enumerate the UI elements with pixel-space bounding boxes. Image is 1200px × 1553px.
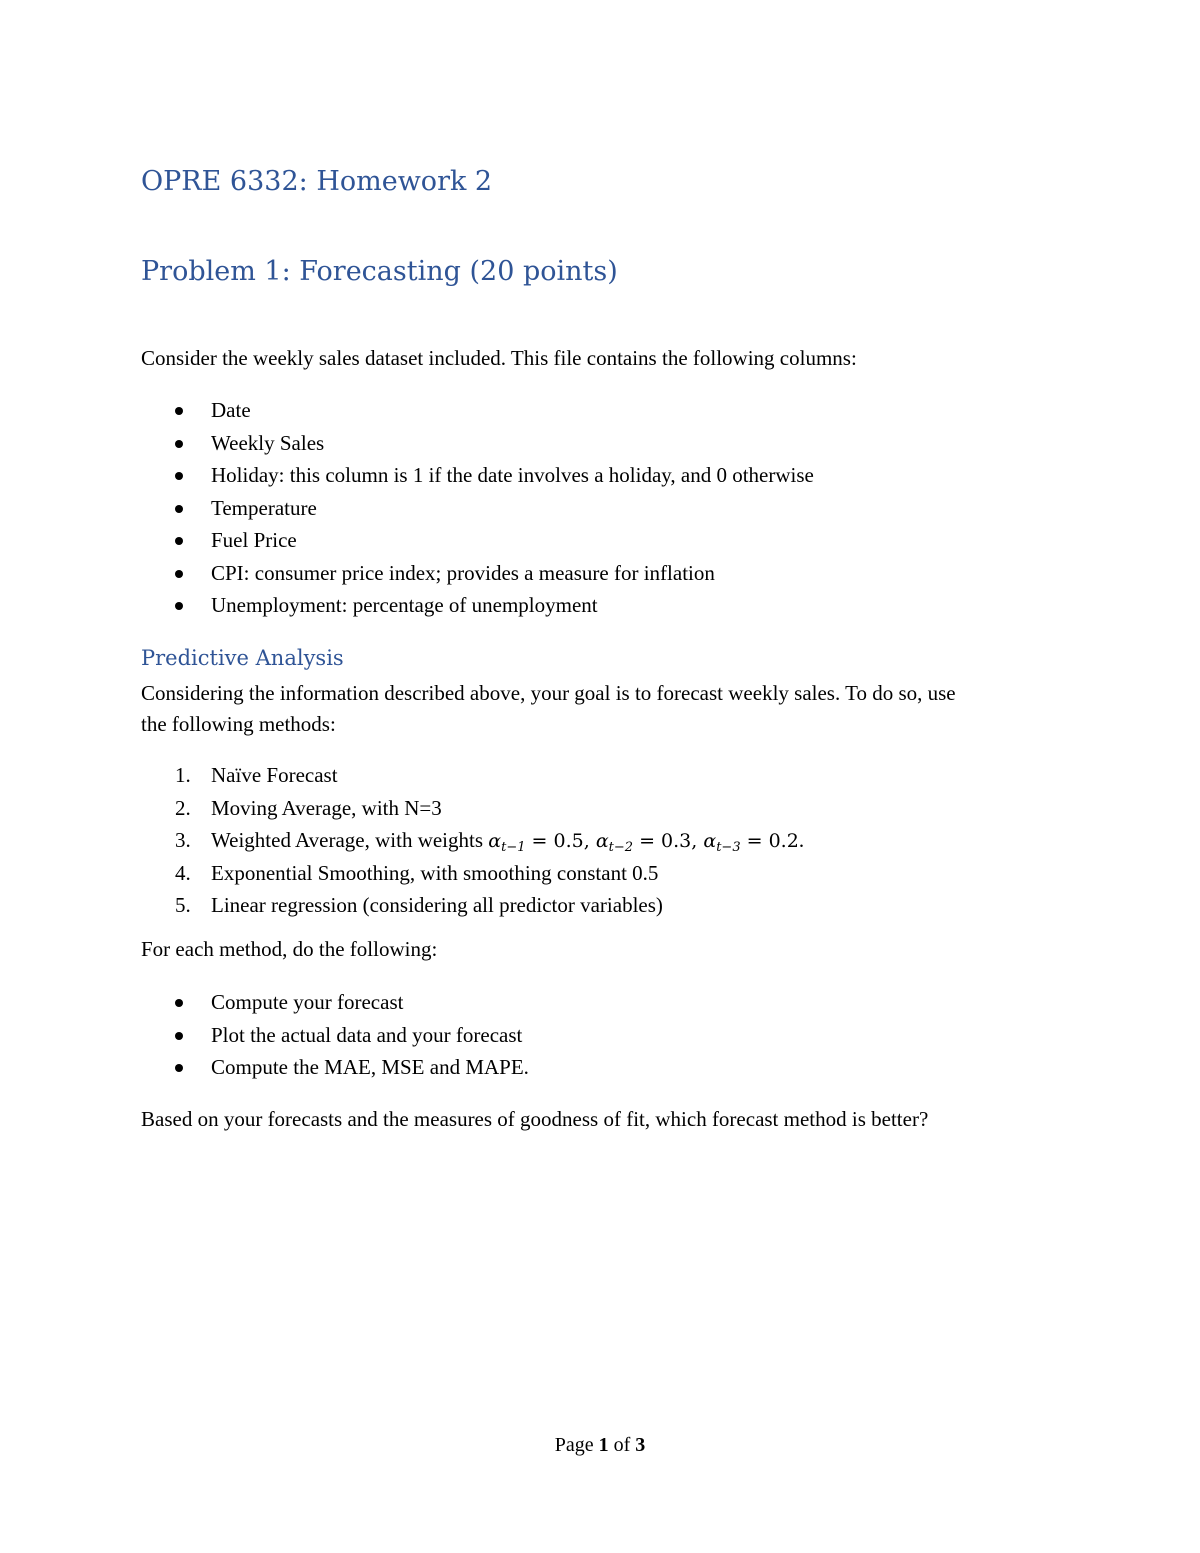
bullet-icon (175, 602, 183, 610)
bullet-icon (175, 472, 183, 480)
bullet-icon (175, 1064, 183, 1072)
weights-formula: $\alpha_{t-1} = 0.5$, $\alpha_{t-2} = 0.3$, $\alpha_{t-3} = 0.2$ (488, 830, 799, 855)
total-pages-number: 3 (635, 1434, 646, 1456)
bullet-icon (175, 537, 183, 545)
bullet-icon (175, 999, 183, 1007)
section-intro-line2: the following methods: (141, 712, 336, 736)
bullet-icon (175, 440, 183, 448)
bullet-icon (175, 505, 183, 513)
document-page: OPRE 6332: Homework 2 Problem 1: Forecasting (20 points) Consider the weekly sales dataset included. This file contains the following columns: Date Weekly Sales Holiday: this column is 1 if the date involves a holiday, and 0 otherwise Temperature Fuel Price CPI: consumer price index; provides a measure for inflation Unemployment: percentage of unemployment Predictive Analysis Considering the information described above, your goal is to forecast weekly sales. To do so, use the following methods: 1. Naïve Forecast 2. Moving Average, with N=3 3. Weighted Average, with weights $\alpha_{t-1} = 0.5$, $\alpha_{t-2} = 0.3$, $\alpha_{t-3} = 0.2$. 4. Exponential Smoothing, with smoothing constant 0.5 5. Linear regression (considering all predictor variables) For each method, do the following: Compute your forecast Plot the actual data and your forecast Compute the MAE, MSE and MAPE. Based on your forecasts and the measures of goodness of fit, which forecast method is better? Page 1 of 3 (0, 0, 1200, 1553)
intro-paragraph: Consider the weekly sales dataset included. This file contains the following columns: (141, 346, 857, 370)
bullet-icon (175, 407, 183, 415)
section-intro-line1: Considering the information described above, your goal is to forecast weekly sales. To do so, use (141, 681, 956, 705)
page-footer (0, 1430, 1200, 1460)
bullet-icon (175, 1032, 183, 1040)
current-page-number: 1 (598, 1434, 609, 1456)
document-title: OPRE 6332: Homework 2 (141, 166, 493, 197)
of-word: of (613, 1434, 631, 1456)
bullet-icon (175, 570, 183, 578)
page-word: Page (554, 1434, 594, 1456)
problem-heading: Problem 1: Forecasting (20 points) (141, 256, 618, 287)
section-heading: Predictive Analysis (141, 646, 344, 670)
closing-question: Based on your forecasts and the measures of goodness of fit, which forecast method is better? (141, 1107, 929, 1131)
tasks-intro: For each method, do the following: (141, 937, 438, 961)
